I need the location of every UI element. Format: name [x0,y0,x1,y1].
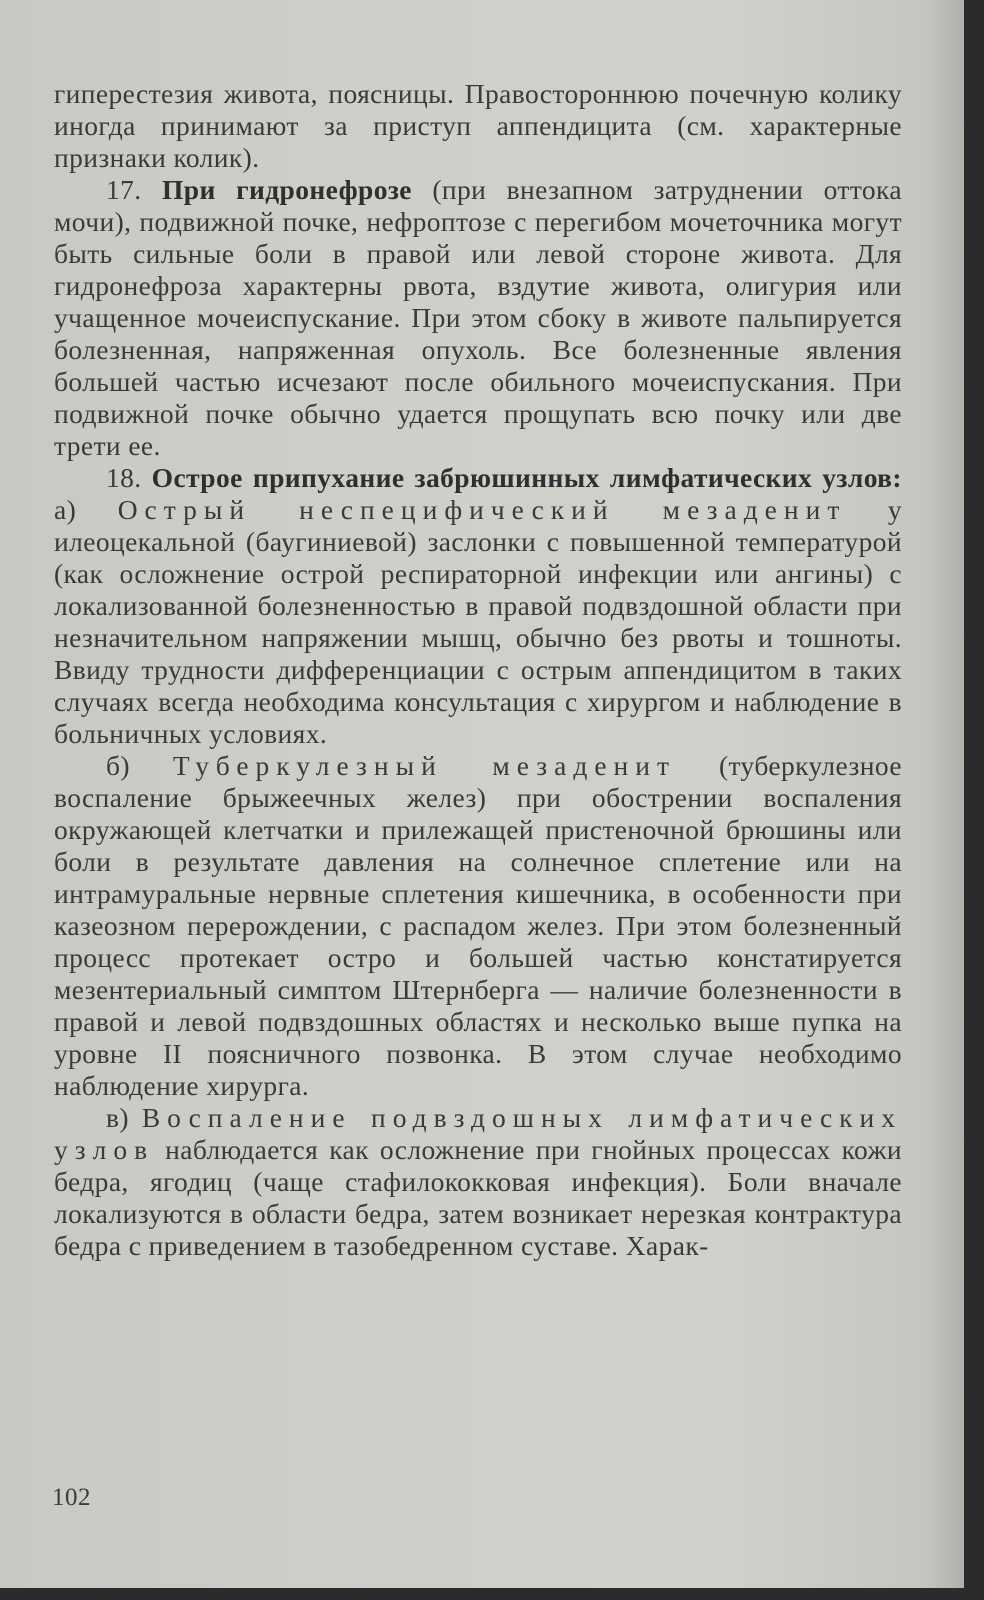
paragraph-text: у илеоцекальной (баугиниевой) заслонки с повышенной температурой (как осложнение острой респираторной инфекции или ангины) с локализованной болезненностью в правой подвздошной области при незначительном напряжении мышц, обычно без рвоты и тошноты. Ввиду трудности дифференциации с острым аппендицитом в таких случаях всегда необходима консультация с хирургом и наблюдение в больничных условиях. [54,494,903,749]
spaced-term: Воспаление подвздошных лимфатических узлов [54,1102,902,1165]
subitem-marker: а) [54,494,77,525]
paragraph-18c [54,1102,902,1262]
paragraph-18b [54,750,902,1102]
paragraph-text: гиперестезия живота, поясницы. Правостороннюю почечную колику иногда принимают за приступ аппендицита (см. характерные признаки колик). [54,78,902,173]
item-number: 17. [106,174,142,205]
body-text [54,78,902,1262]
subitem-marker: б) [106,750,130,781]
item-heading: При гидронефрозе [161,174,412,205]
item-heading: Острое припухание забрюшинных лимфатических узлов: [151,462,902,493]
page-number: 102 [52,1484,91,1511]
paragraph-text: (при внезапном затруднении оттока мочи), подвижной почке, нефроптозе с перегибом мочеточника могут быть сильные боли в правой или левой стороне живота. Для гидронефроза характерны рвота, вздутие живота, олигурия или учащенное мочеиспускание. При этом сбоку в животе пальпируется болезненная, напряженная опухоль. Все болезненные явления большей частью исчезают после обильного мочеиспускания. При подвижной почке обычно удается прощупать всю почку или две трети ее. [54,174,903,461]
paragraph-text: (туберкулезное воспаление брыжеечных желез) при обострении воспаления окружающей клетчатки и прилежащей пристеночной брюшины или боли в результате давления на солнечное сплетение или на интрамуральные нервные сплетения кишечника, в особенности при казеозном перерождении, с распадом желез. При этом болезненный процесс протекает остро и большей частью констатируется мезентериальный симптом Штернберга — наличие болезненности в правой и левой подвздошных областях и несколько выше пупка на уровне II поясничного позвонка. В этом случае необходимо наблюдение хирурга. [54,750,902,1101]
paragraph-17 [54,174,902,462]
subitem-marker: в) [106,1102,129,1133]
spaced-term: Острый неспецифический мезаденит [117,494,847,525]
paragraph-16-continuation [54,78,902,174]
spaced-term: Туберкулезный мезаденит [172,750,677,781]
item-number: 18. [106,462,142,493]
paragraph-18 [54,462,902,750]
paragraph-text: наблюдается как осложнение при гнойных процессах кожи бедра, ягодиц (чаще стафилококковая инфекция). Боли вначале локализуются в области бедра, затем возникает нерезкая контрактура бедра с приведением в тазобедренном суставе. Харак- [54,1134,903,1261]
